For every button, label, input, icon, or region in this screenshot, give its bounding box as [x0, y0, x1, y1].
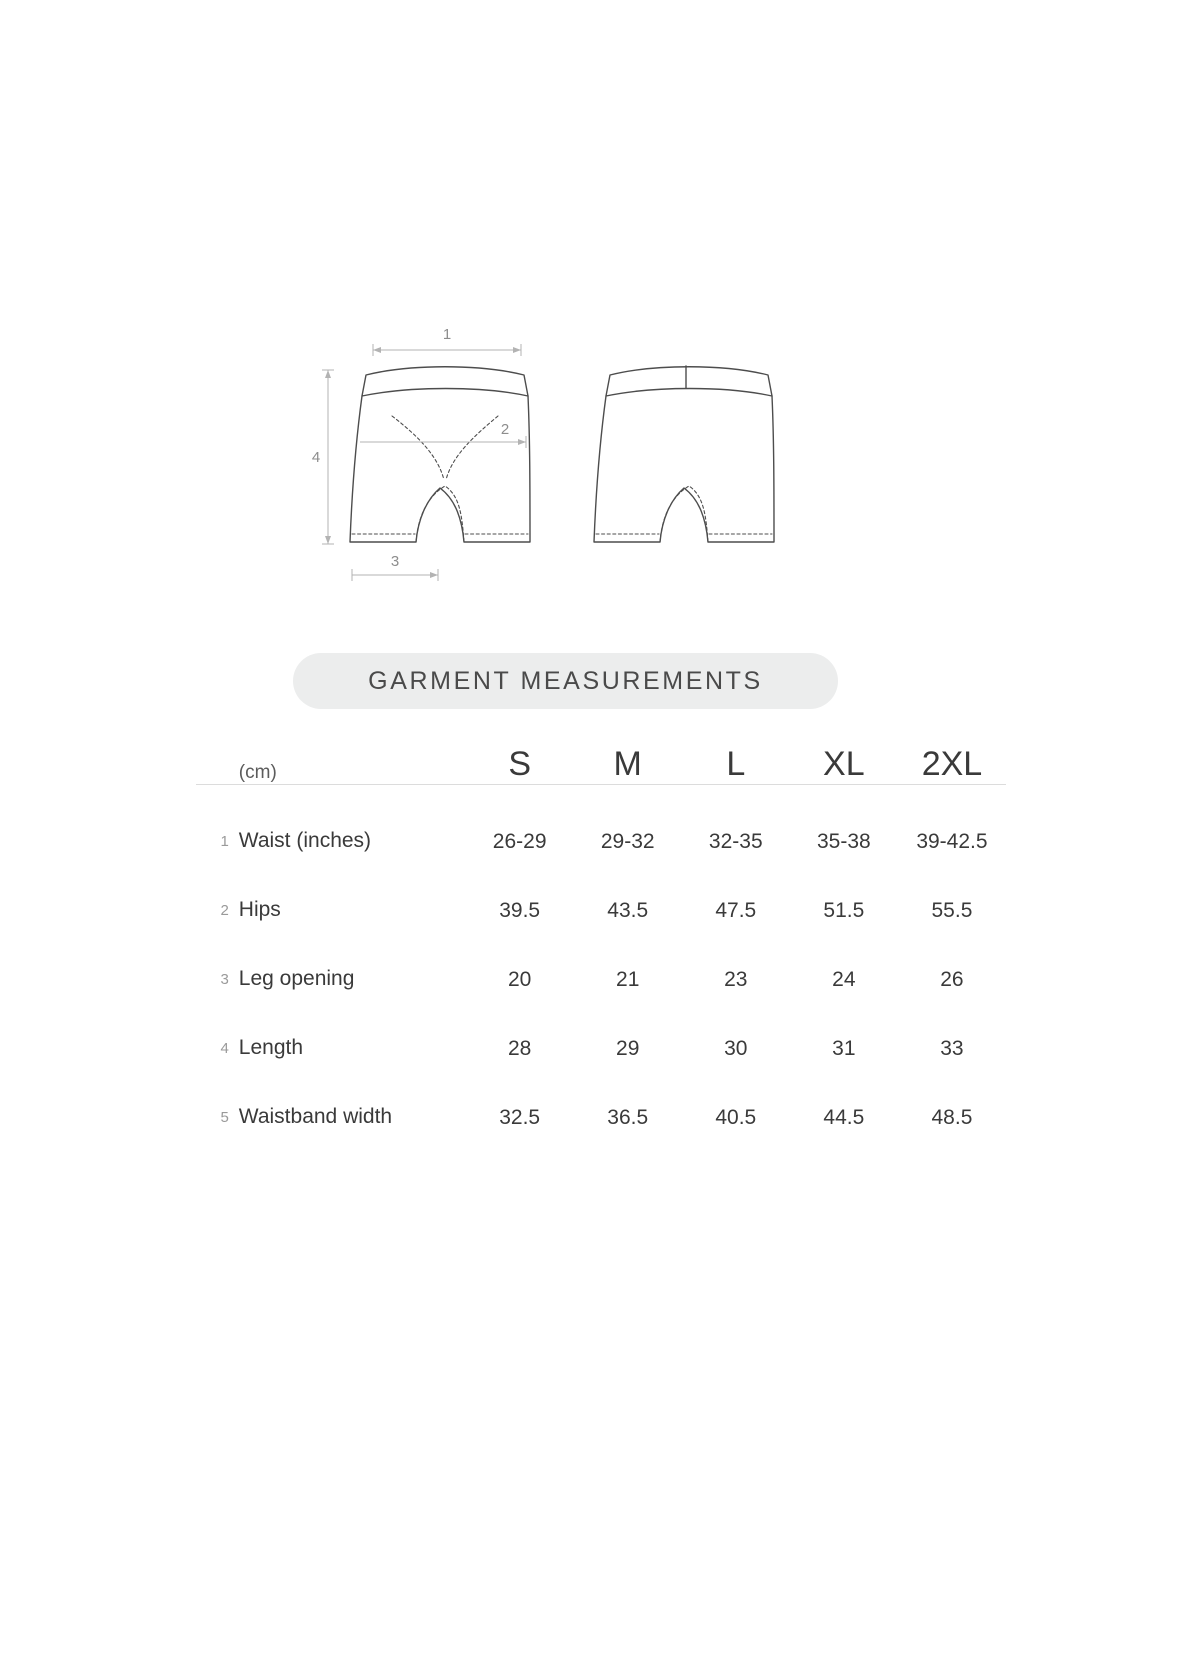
dim-label-hips: 2	[500, 421, 510, 438]
cell-value: 28	[507, 1036, 532, 1060]
dim-label-leg-opening: 3	[390, 553, 400, 570]
page-title: GARMENT MEASUREMENTS	[368, 666, 763, 695]
cell-value: 33	[940, 1036, 964, 1060]
size-header-l: L	[682, 745, 790, 785]
row-index: 2	[220, 902, 229, 919]
cell-value: 29-32	[600, 829, 655, 853]
unit-label: (cm)	[239, 745, 466, 785]
row-label: Waist (inches)	[238, 829, 372, 853]
cell-value: 40.5	[715, 1105, 757, 1129]
cell-value: 35-38	[816, 829, 871, 853]
cell-value: 26	[940, 967, 964, 991]
table-row	[196, 785, 1006, 877]
dim-label-waist: 1	[442, 326, 452, 343]
cell-value: 31	[832, 1036, 856, 1060]
cell-value: 20	[507, 967, 532, 991]
cell-value: 47.5	[715, 898, 757, 922]
size-header-m: M	[574, 745, 682, 785]
row-index: 3	[220, 971, 229, 988]
cell-value: 44.5	[823, 1105, 865, 1129]
size-header-2xl: 2XL	[898, 745, 1006, 785]
table-row	[196, 1083, 1006, 1152]
dim-label-length: 4	[311, 449, 321, 466]
cell-value: 51.5	[823, 898, 865, 922]
row-index: 1	[220, 833, 229, 850]
row-label: Leg opening	[238, 967, 355, 991]
table-header-row	[196, 745, 1006, 785]
table-row	[196, 1014, 1006, 1083]
cell-value: 36.5	[607, 1105, 649, 1129]
size-header-s: S	[466, 745, 574, 785]
cell-value: 39-42.5	[916, 829, 988, 853]
cell-value: 29	[616, 1036, 640, 1060]
cell-value: 48.5	[931, 1105, 973, 1129]
measurements-table	[196, 745, 1006, 1152]
cell-value: 55.5	[931, 898, 973, 922]
measurements-table-wrapper	[196, 745, 1006, 1152]
row-label: Waistband width	[238, 1105, 393, 1129]
cell-value: 32.5	[499, 1105, 541, 1129]
cell-value: 23	[724, 967, 748, 991]
cell-value: 30	[724, 1036, 748, 1060]
table-row	[196, 876, 1006, 945]
cell-value: 24	[832, 967, 856, 991]
unit-spacer	[196, 745, 239, 785]
row-index: 5	[220, 1109, 229, 1126]
cell-value: 43.5	[607, 898, 649, 922]
garment-diagram	[300, 320, 900, 620]
table-row	[196, 945, 1006, 1014]
cell-value: 39.5	[499, 898, 541, 922]
section-title-pill	[293, 653, 838, 709]
row-label: Length	[238, 1036, 304, 1060]
cell-value: 26-29	[492, 829, 547, 853]
row-index: 4	[220, 1040, 229, 1057]
cell-value: 32-35	[708, 829, 763, 853]
cell-value: 21	[616, 967, 640, 991]
row-label: Hips	[238, 898, 281, 922]
size-header-xl: XL	[790, 745, 898, 785]
